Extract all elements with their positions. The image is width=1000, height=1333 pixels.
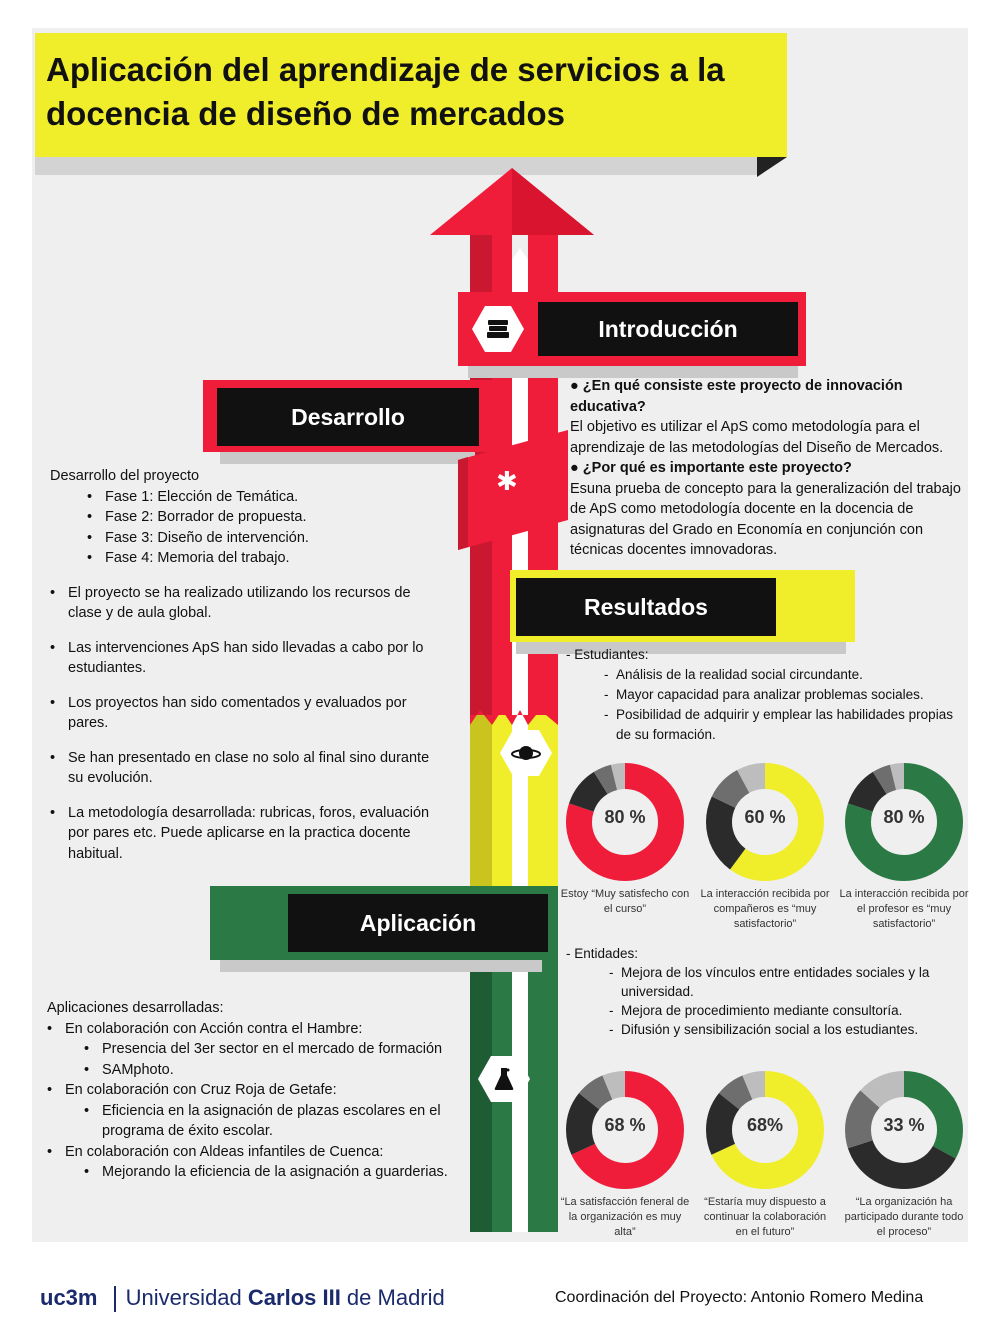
title-shadow — [35, 157, 757, 175]
resultados-estudiantes — [566, 645, 966, 745]
estudiantes-heading: - Estudiantes: — [566, 647, 649, 662]
entidades-item: - Mejora de procedimiento mediante consultoría. — [621, 1001, 966, 1020]
desarrollo-point: • El proyecto se ha realizado utilizando los recursos de clase y de aula global. — [68, 583, 430, 624]
intro-question-2: ● ¿Por qué es importante este proyecto? — [570, 460, 852, 476]
entidades-heading: - Entidades: — [566, 946, 639, 961]
desarrollo-text — [50, 466, 430, 864]
coordination-text: Coordinación del Proyecto: Antonio Romero Medina — [555, 1289, 924, 1306]
logo-suffix: de Madrid — [340, 1285, 445, 1310]
desarrollo-point: • Se han presentado en clase no solo al final sino durante su evolución. — [68, 748, 430, 789]
desarrollo-sign-shadow — [220, 452, 475, 464]
introduccion-label: Introducción — [538, 302, 798, 356]
puzzle-ribbon — [458, 430, 568, 570]
desarrollo-point: • La metodología desarrollada: rubricas, foros, evaluación por pares etc. Puede aplicarse en la practica docente habitual. — [68, 803, 430, 865]
donut-percent-label: 80 % — [883, 807, 925, 827]
entidades-item: - Mejora de los vínculos entre entidades sociales y la universidad. — [621, 963, 966, 1001]
donut-percent-label: 68% — [746, 1115, 784, 1135]
intro-answer-1: El objetivo es utilizar el ApS como metodología para el aprendizaje de las metodologías del Diseño de Mercados. — [570, 419, 944, 456]
puzzle-icon: ✱ — [496, 466, 518, 496]
colab-1-item: • SAMphoto. — [102, 1060, 472, 1081]
donut-caption: “La organización ha participado durante todo el proceso” — [844, 1196, 964, 1238]
colab-2: • En colaboración con Cruz Roja de Getafe: — [65, 1080, 472, 1101]
estudiantes-item: - Análisis de la realidad social circundante. — [616, 665, 966, 685]
donut-caption: Estoy “Muy satisfecho con el curso” — [560, 888, 690, 915]
title-fold — [757, 157, 787, 177]
resultados-entidades — [566, 944, 966, 1039]
donut-caption: La interacción recibida por compañeros es “muy satisfactorio” — [700, 888, 830, 930]
donut-percent-label: 33 % — [883, 1115, 925, 1135]
aplicacion-heading: Aplicaciones desarrolladas: — [47, 1000, 224, 1016]
desarrollo-heading: Desarrollo del proyecto — [50, 468, 200, 484]
logo-name: Carlos III — [247, 1285, 341, 1310]
fase-item: • Fase 1: Elección de Temática. — [105, 487, 430, 508]
uc3m-logo — [40, 1285, 445, 1312]
logo-prefix: uc3m — [40, 1285, 98, 1310]
intro-answer-2: Esuna prueba de concepto para la generalización del trabajo de ApS como metodología docente en la docencia de asignaturas del Grado en Economía en conjunción con técnicas docentes imnovadoras. — [570, 480, 961, 558]
introduccion-text — [570, 376, 975, 561]
fase-item: • Fase 4: Memoria del trabajo. — [105, 548, 430, 569]
donut-percent-label: 80 % — [604, 807, 646, 827]
poster-title: Aplicación del aprendizaje de servicios a la docencia de diseño de mercados — [46, 51, 725, 132]
donut-caption: La interacción recibida por el profesor es “muy satisfactorio” — [839, 888, 969, 930]
donut-percent-label: 60 % — [744, 807, 786, 827]
colab-1-item: • Presencia del 3er sector en el mercado de formación — [102, 1039, 472, 1060]
desarrollo-label: Desarrollo — [217, 388, 479, 446]
estudiantes-item: - Mayor capacidad para analizar problemas sociales. — [616, 685, 966, 705]
colab-1: • En colaboración con Acción contra el Hambre: — [65, 1019, 472, 1040]
entidades-item: - Difusión y sensibilización social a los estudiantes. — [621, 1020, 966, 1039]
colab-3-item: • Mejorando la eficiencia de la asignación a guarderias. — [102, 1162, 472, 1183]
aplicacion-text — [47, 998, 472, 1183]
fase-item: • Fase 2: Borrador de propuesta. — [105, 507, 430, 528]
donut-caption: “La satisfacción feneral de la organización es muy alta” — [560, 1196, 690, 1238]
donut-percent-label: 68 % — [604, 1115, 646, 1135]
colab-2-item: • Eficiencia en la asignación de plazas escolares en el programa de éxito escolar. — [102, 1101, 472, 1142]
resultados-label: Resultados — [516, 578, 776, 636]
logo-divider — [114, 1286, 116, 1312]
desarrollo-point: • Las intervenciones ApS han sido llevadas a cabo por lo estudiantes. — [68, 638, 430, 679]
fase-item: • Fase 3: Diseño de intervención. — [105, 528, 430, 549]
arrow-head-shade — [512, 168, 594, 235]
estudiantes-item: - Posibilidad de adquirir y emplear las habilidades propias de su formación. — [616, 705, 966, 745]
intro-question-1: ● ¿En qué consiste este proyecto de innovación educativa? — [570, 378, 903, 415]
donut-caption: “Estaría muy dispuesto a continuar la colaboración en el futuro” — [703, 1196, 827, 1238]
colab-3: • En colaboración con Aldeas infantiles de Cuenca: — [65, 1142, 472, 1163]
logo-uni: Universidad — [125, 1285, 248, 1310]
column-left-yellow — [470, 715, 492, 890]
aplicacion-sign-shadow — [220, 960, 542, 972]
aplicacion-label: Aplicación — [288, 894, 548, 952]
desarrollo-point: • Los proyectos han sido comentados y evaluados por pares. — [68, 693, 430, 734]
